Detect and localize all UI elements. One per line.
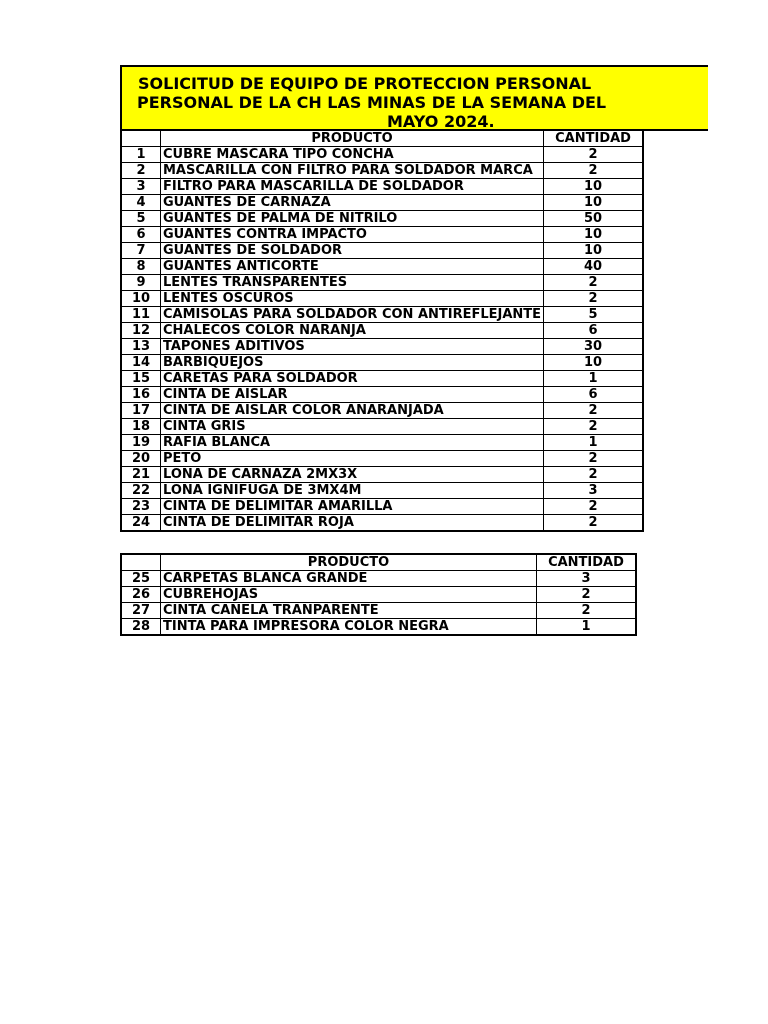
- quantity: 10: [544, 355, 644, 371]
- table-row: [121, 619, 636, 636]
- row-number: 12: [121, 323, 161, 339]
- table-header-row: [121, 131, 643, 147]
- table-row: [121, 243, 643, 259]
- table-row: [121, 499, 643, 515]
- row-number: 4: [121, 195, 161, 211]
- quantity: 1: [544, 435, 644, 451]
- table-row: [121, 355, 643, 371]
- product-name: CINTA DE AISLAR COLOR ANARANJADA: [161, 403, 544, 419]
- row-number: 28: [121, 619, 161, 636]
- table-row: [121, 371, 643, 387]
- product-name: GUANTES CONTRA IMPACTO: [161, 227, 544, 243]
- table-row: [121, 419, 643, 435]
- quantity: 2: [544, 291, 644, 307]
- quantity: 2: [544, 163, 644, 179]
- quantity: 2: [537, 603, 637, 619]
- row-number: 10: [121, 291, 161, 307]
- table-row: [121, 227, 643, 243]
- quantity: 2: [544, 499, 644, 515]
- table-row: [121, 483, 643, 499]
- table-row: [121, 291, 643, 307]
- title-banner: [120, 65, 708, 131]
- product-name: CARPETAS BLANCA GRANDE: [161, 571, 537, 587]
- quantity: 3: [537, 571, 637, 587]
- quantity: 2: [537, 587, 637, 603]
- table-row: [121, 467, 643, 483]
- table-row: [121, 211, 643, 227]
- quantity: 30: [544, 339, 644, 355]
- product-name: CUBRE MASCARA TIPO CONCHA: [161, 147, 544, 163]
- product-name: GUANTES DE CARNAZA: [161, 195, 544, 211]
- table-row: [121, 451, 643, 467]
- product-name: CINTA DE DELIMITAR ROJA: [161, 515, 544, 532]
- product-name: CINTA DE AISLAR: [161, 387, 544, 403]
- quantity: 10: [544, 195, 644, 211]
- quantity: 5: [544, 307, 644, 323]
- product-name: LONA IGNIFUGA DE 3MX4M: [161, 483, 544, 499]
- product-name: PETO: [161, 451, 544, 467]
- table-row: [121, 403, 643, 419]
- table-row: [121, 387, 643, 403]
- table-row: [121, 603, 636, 619]
- product-name: LENTES TRANSPARENTES: [161, 275, 544, 291]
- table-row: [121, 323, 643, 339]
- quantity: 1: [537, 619, 637, 636]
- quantity: 50: [544, 211, 644, 227]
- product-name: GUANTES ANTICORTE: [161, 259, 544, 275]
- product-name: CHALECOS COLOR NARANJA: [161, 323, 544, 339]
- table-row: [121, 571, 636, 587]
- product-name: GUANTES DE PALMA DE NITRILO: [161, 211, 544, 227]
- row-number: 13: [121, 339, 161, 355]
- row-number: 15: [121, 371, 161, 387]
- row-number: 21: [121, 467, 161, 483]
- product-name: GUANTES DE SOLDADOR: [161, 243, 544, 259]
- table-row: [121, 307, 643, 323]
- product-name: CUBREHOJAS: [161, 587, 537, 603]
- table-row: [121, 339, 643, 355]
- table-row: [121, 179, 643, 195]
- row-number: 18: [121, 419, 161, 435]
- row-number: 25: [121, 571, 161, 587]
- product-name: CAMISOLAS PARA SOLDADOR CON ANTIREFLEJANTE: [161, 307, 544, 323]
- title-line-3: MAYO 2024.: [387, 112, 495, 131]
- quantity: 2: [544, 467, 644, 483]
- quantity: 1: [544, 371, 644, 387]
- quantity: 10: [544, 243, 644, 259]
- quantity: 2: [544, 419, 644, 435]
- product-name: LENTES OSCUROS: [161, 291, 544, 307]
- product-name: TAPONES ADITIVOS: [161, 339, 544, 355]
- row-number: 16: [121, 387, 161, 403]
- row-number: 3: [121, 179, 161, 195]
- row-number: 19: [121, 435, 161, 451]
- header-number-cell: [121, 554, 161, 571]
- row-number: 5: [121, 211, 161, 227]
- product-name: CINTA CANELA TRANPARENTE: [161, 603, 537, 619]
- row-number: 14: [121, 355, 161, 371]
- quantity: 2: [544, 275, 644, 291]
- header-quantity: CANTIDAD: [537, 554, 637, 571]
- table-row: [121, 147, 643, 163]
- quantity: 2: [544, 403, 644, 419]
- product-name: CINTA GRIS: [161, 419, 544, 435]
- row-number: 8: [121, 259, 161, 275]
- table-row: [121, 259, 643, 275]
- row-number: 6: [121, 227, 161, 243]
- quantity: 2: [544, 515, 644, 532]
- quantity: 40: [544, 259, 644, 275]
- quantity: 2: [544, 451, 644, 467]
- row-number: 22: [121, 483, 161, 499]
- product-name: FILTRO PARA MASCARILLA DE SOLDADOR: [161, 179, 544, 195]
- table-row: [121, 275, 643, 291]
- quantity: 6: [544, 387, 644, 403]
- product-name: MASCARILLA CON FILTRO PARA SOLDADOR MARCA: [161, 163, 544, 179]
- quantity: 10: [544, 179, 644, 195]
- row-number: 7: [121, 243, 161, 259]
- row-number: 1: [121, 147, 161, 163]
- row-number: 26: [121, 587, 161, 603]
- row-number: 17: [121, 403, 161, 419]
- row-number: 24: [121, 515, 161, 532]
- header-product: PRODUCTO: [161, 554, 537, 571]
- table-header-row: [121, 554, 636, 571]
- table-row: [121, 515, 643, 532]
- row-number: 27: [121, 603, 161, 619]
- product-name: LONA DE CARNAZA 2MX3X: [161, 467, 544, 483]
- row-number: 2: [121, 163, 161, 179]
- table-row: [121, 587, 636, 603]
- title-line-1: SOLICITUD DE EQUIPO DE PROTECCION PERSONAL: [138, 74, 592, 93]
- header-quantity: CANTIDAD: [544, 131, 644, 147]
- table-row: [121, 163, 643, 179]
- product-name: BARBIQUEJOS: [161, 355, 544, 371]
- table-row: [121, 195, 643, 211]
- product-name: RAFIA BLANCA: [161, 435, 544, 451]
- row-number: 9: [121, 275, 161, 291]
- quantity: 2: [544, 147, 644, 163]
- row-number: 11: [121, 307, 161, 323]
- product-name: CINTA DE DELIMITAR AMARILLA: [161, 499, 544, 515]
- table-row: [121, 435, 643, 451]
- header-product: PRODUCTO: [161, 131, 544, 147]
- row-number: 23: [121, 499, 161, 515]
- equipment-table: [120, 130, 644, 532]
- quantity: 10: [544, 227, 644, 243]
- supplies-table: [120, 553, 637, 636]
- header-number-cell: [121, 131, 161, 147]
- quantity: 6: [544, 323, 644, 339]
- row-number: 20: [121, 451, 161, 467]
- title-line-2: PERSONAL DE LA CH LAS MINAS DE LA SEMANA DEL: [137, 93, 607, 112]
- product-name: TINTA PARA IMPRESORA COLOR NEGRA: [161, 619, 537, 636]
- quantity: 3: [544, 483, 644, 499]
- product-name: CARETAS PARA SOLDADOR: [161, 371, 544, 387]
